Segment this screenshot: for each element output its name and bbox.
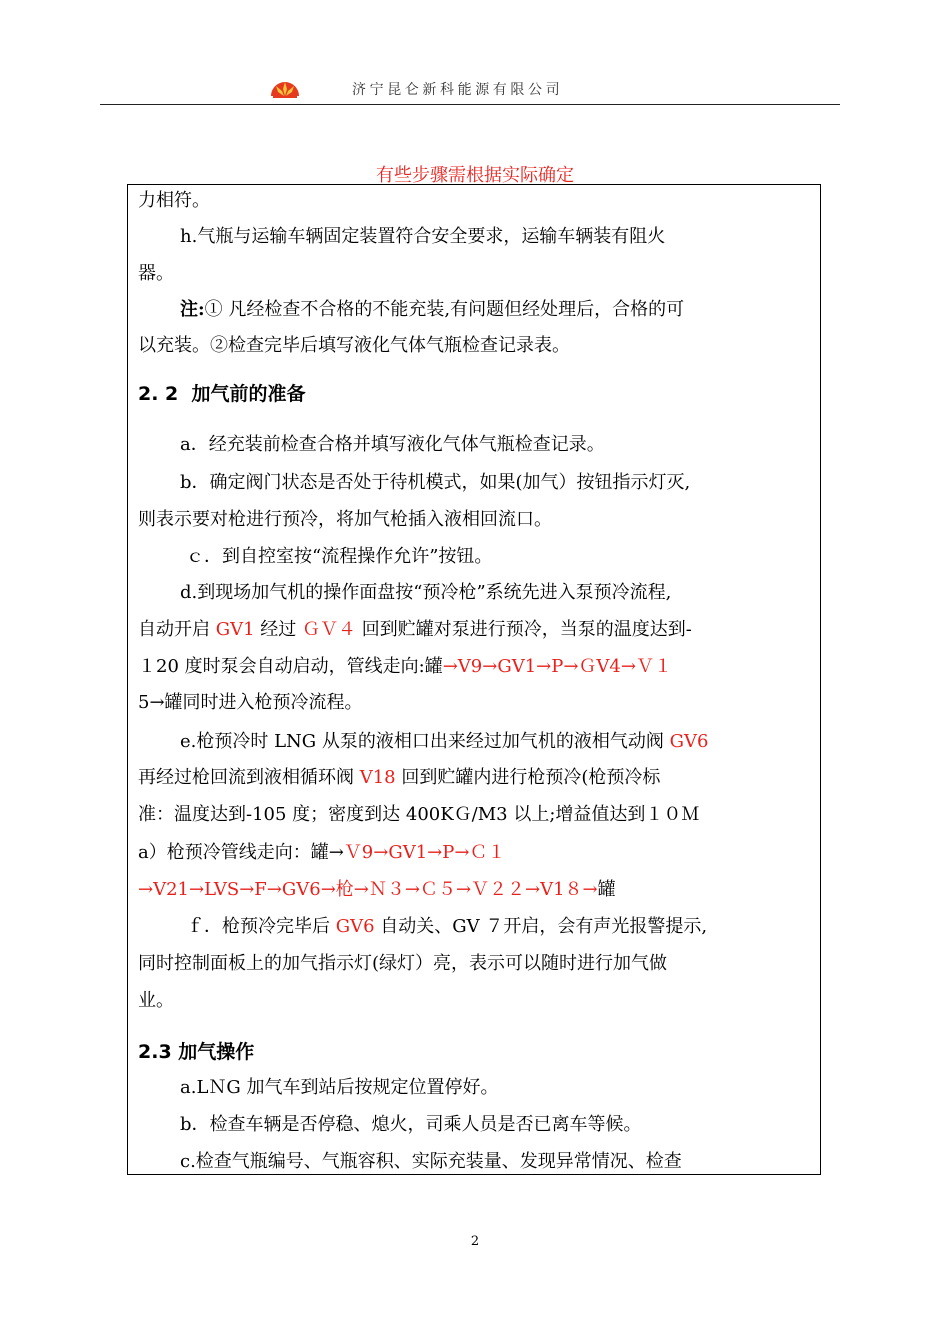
red-note: 有些步骤需根据实际确定: [376, 165, 574, 186]
valve-gv1: GV1: [215, 619, 255, 640]
item-a: a.LＮG 加气车到站后按规定位置停好。: [180, 1077, 499, 1098]
content-frame: [127, 184, 821, 1175]
text-line: [138, 767, 660, 789]
item-f: [186, 916, 707, 938]
text-line: 器。: [138, 263, 174, 284]
page-number: 2: [470, 1234, 480, 1249]
note-line: [180, 299, 684, 321]
item-h: h.气瓶与运输车辆固定装置符合安全要求，运输车辆装有阻火: [180, 226, 666, 247]
text-line: 同时控制面板上的加气指示灯(绿灯）亮，表示可以随时进行加气做: [138, 953, 668, 974]
text-line: 5→罐同时进入枪预冷流程。: [138, 692, 363, 713]
note-text: ① 凡经检查不合格的不能充装,有问题但经处理后，合格的可: [204, 299, 685, 320]
valve-gv6: GV6: [335, 916, 375, 937]
item-b: b．检查车辆是否停稳、熄火，司乘人员是否已离车等候。: [180, 1114, 642, 1135]
text-line: 业。: [138, 990, 174, 1011]
text-span: 回到贮罐内进行枪预冷(枪预冷标: [395, 767, 661, 788]
text-span: 经过: [254, 619, 303, 640]
text-line: [138, 656, 672, 678]
text-line: 力相符。: [138, 190, 210, 211]
item-d: d.到现场加气机的操作面盘按“预冷枪”系统先进入泵预冷流程,: [180, 582, 672, 603]
company-name: 济宁昆仑新科能源有限公司: [352, 82, 564, 98]
section-heading-2-2: 2. 2 加气前的准备: [138, 383, 306, 405]
text-line: [138, 842, 505, 864]
text-line: [138, 619, 692, 641]
valve-gv6: GV6: [669, 731, 709, 752]
text-span: １20 度时泵会自动启动，管线走向:罐: [138, 656, 443, 677]
text-span: 再经过枪回流到液相循环阀: [138, 767, 360, 788]
header-divider: [100, 104, 840, 105]
valve-v18: V18: [359, 767, 396, 788]
text-span: ｆ．枪预冷完毕后: [186, 916, 336, 937]
item-a: a．经充装前检查合格并填写液化气体气瓶检查记录。: [180, 434, 605, 455]
pipeline-route: →V9→GV1→P→ＧV4→Ｖ１: [442, 656, 672, 677]
text-line: 以充装。②检查完毕后填写液化气体气瓶检查记录表。: [138, 335, 570, 356]
item-e: [180, 731, 708, 753]
valve-gv4: ＧＶ４: [302, 619, 357, 640]
pipeline-route: Ｖ9→GV1→P→Ｃ１: [343, 842, 506, 863]
pipeline-route: →V21→LVS→F→GV6→枪→Ｎ３→Ｃ５→Ｖ２２→V1８→: [138, 879, 598, 900]
note-label: 注:: [180, 299, 205, 320]
company-logo-icon: [268, 72, 302, 106]
text-span: 回到贮罐对泵进行预冷，当泵的温度达到-: [356, 619, 692, 640]
section-heading-2-3: 2.3 加气操作: [138, 1041, 255, 1063]
text-line: 准：温度达到-105 度；密度到达 400KＧ/M3 以上;增益值达到１０Ｍ: [138, 804, 700, 825]
item-c: ｃ．到自控室按“流程操作允许”按钮。: [186, 546, 493, 567]
text-line: [138, 879, 616, 901]
text-line: 则表示要对枪进行预冷，将加气枪插入液相回流口。: [138, 509, 552, 530]
item-c: c.检查气瓶编号、气瓶容积、实际充装量、发现异常情况、检查: [180, 1151, 682, 1172]
text-span: 罐: [597, 879, 616, 900]
text-span: 自动开启: [138, 619, 216, 640]
item-b: b．确定阀门状态是否处于待机模式，如果(加气）按钮指示灯灭,: [180, 472, 691, 493]
text-span: a）枪预冷管线走向：罐→: [138, 842, 344, 863]
text-span: 自动关、GV ７开启，会有声光报警提示,: [374, 916, 708, 937]
text-span: e.枪预冷时 LNG 从泵的液相口出来经过加气机的液相气动阀: [180, 731, 670, 752]
